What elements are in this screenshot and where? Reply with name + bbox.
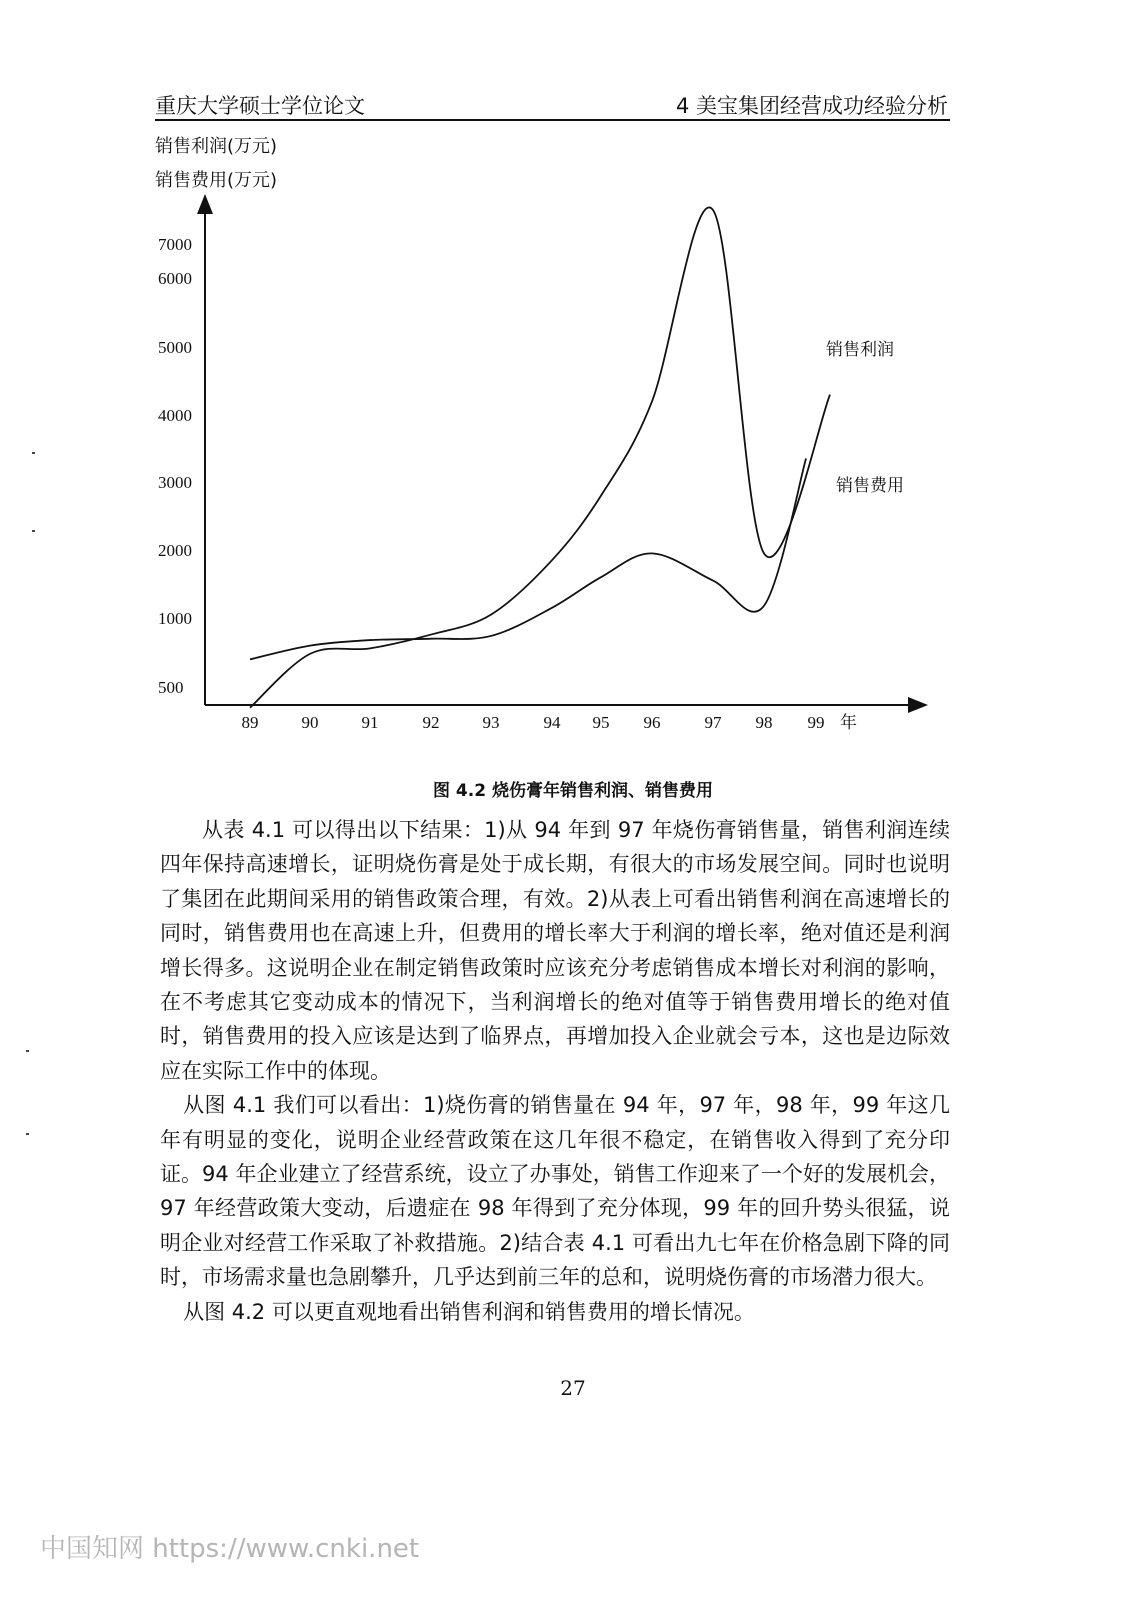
page-number: 27 [560, 1376, 586, 1400]
scan-speck [26, 1050, 29, 1052]
y-tick-label: 7000 [158, 235, 192, 254]
header-rule [155, 119, 950, 121]
y-tick-label: 6000 [158, 269, 192, 288]
watermark: 中国知网 https://www.cnki.net [40, 1534, 420, 1564]
chart-axes [197, 194, 928, 713]
y-axis-label-expense: 销售费用(万元) [155, 170, 278, 191]
scan-speck [32, 452, 35, 454]
x-tick-label: 98 [755, 713, 773, 732]
line-chart [150, 190, 940, 750]
series-line [250, 459, 806, 660]
x-tick-label: 92 [422, 713, 440, 732]
y-axis-label-profit: 销售利润(万元) [155, 136, 278, 157]
x-axis-arrow [908, 697, 928, 713]
y-tick-label: 1000 [158, 609, 192, 628]
x-tick-label: 97 [704, 713, 722, 732]
scan-speck [26, 1133, 29, 1135]
y-axis-arrow [197, 194, 213, 214]
y-tick-label: 4000 [158, 406, 192, 425]
y-tick-label: 3000 [158, 473, 192, 492]
y-tick-labels [158, 235, 192, 697]
x-tick-labels [242, 712, 858, 732]
series-label: 销售费用 [836, 476, 904, 496]
x-tick-label: 94 [543, 713, 561, 732]
y-tick-label: 2000 [158, 541, 192, 560]
series-line [250, 207, 830, 707]
paragraph-1: 从表 4.1 可以得出以下结果：1)从 94 年到 97 年烧伤膏销售量，销售利润连续四年保持高速增长，证明烧伤膏是处于成长期，有很大的市场发展空间。同时也说明了集团在此期间采用的销售政策合理，有效。2)从表上可看出销售利润在高速增长的同时，销售费用也在高速上升，但费用的增长率大于利润的增长率，绝对值还是利润增长得多。这说明企业在制定销售政策时应该充分考虑销售成本增长对利润的影响，在不考虑其它变动成本的情况下，当利润增长的绝对值等于销售费用增长的绝对值时，销售费用的投入应该是达到了临界点，再增加投入企业就会亏本，这也是边际效应在实际工作中的体现。 [160, 818, 950, 1083]
paragraph-3: 从图 4.2 可以更直观地看出销售利润和销售费用的增长情况。 [183, 1299, 755, 1324]
running-header-left: 重庆大学硕士学位论文 [155, 94, 365, 118]
scan-speck [32, 530, 35, 532]
figure-caption: 图 4.2 烧伤膏年销售利润、销售费用 [433, 781, 713, 801]
x-axis-unit-label: 年 [840, 713, 857, 732]
running-header-right: 4 美宝集团经营成功经验分析 [676, 94, 949, 118]
x-tick-label: 91 [361, 713, 379, 732]
y-tick-label: 5000 [158, 338, 192, 357]
y-tick-label: 500 [158, 678, 184, 697]
x-tick-label: 90 [301, 713, 319, 732]
x-tick-label: 99 [807, 713, 825, 732]
x-tick-label: 93 [482, 713, 500, 732]
series-label: 销售利润 [826, 340, 894, 360]
x-tick-label: 95 [592, 713, 610, 732]
series-lines [250, 207, 830, 707]
body-text [160, 813, 950, 1329]
x-tick-label: 89 [241, 713, 259, 732]
series-labels [826, 340, 904, 496]
paragraph-2: 从图 4.1 我们可以看出：1)烧伤膏的销售量在 94 年，97 年，98 年，99 年这几年有明显的变化，说明企业经营政策在这几年很不稳定，在销售收入得到了充分印证。94 年企业建立了经营系统，设立了办事处，销售工作迎来了一个好的发展机会，97 年经营政策大变动，后遗症在 98 年得到了充分体现，99 年的回升势头很猛，说明企业对经营工作采取了补救措施。2)结合表 4.1 可看出九七年在价格急剧下降的同时，市场需求量也急剧攀升，几乎达到前三年的总和，说明烧伤膏的市场潜力很大。 [160, 1093, 950, 1290]
x-tick-label: 96 [643, 713, 661, 732]
